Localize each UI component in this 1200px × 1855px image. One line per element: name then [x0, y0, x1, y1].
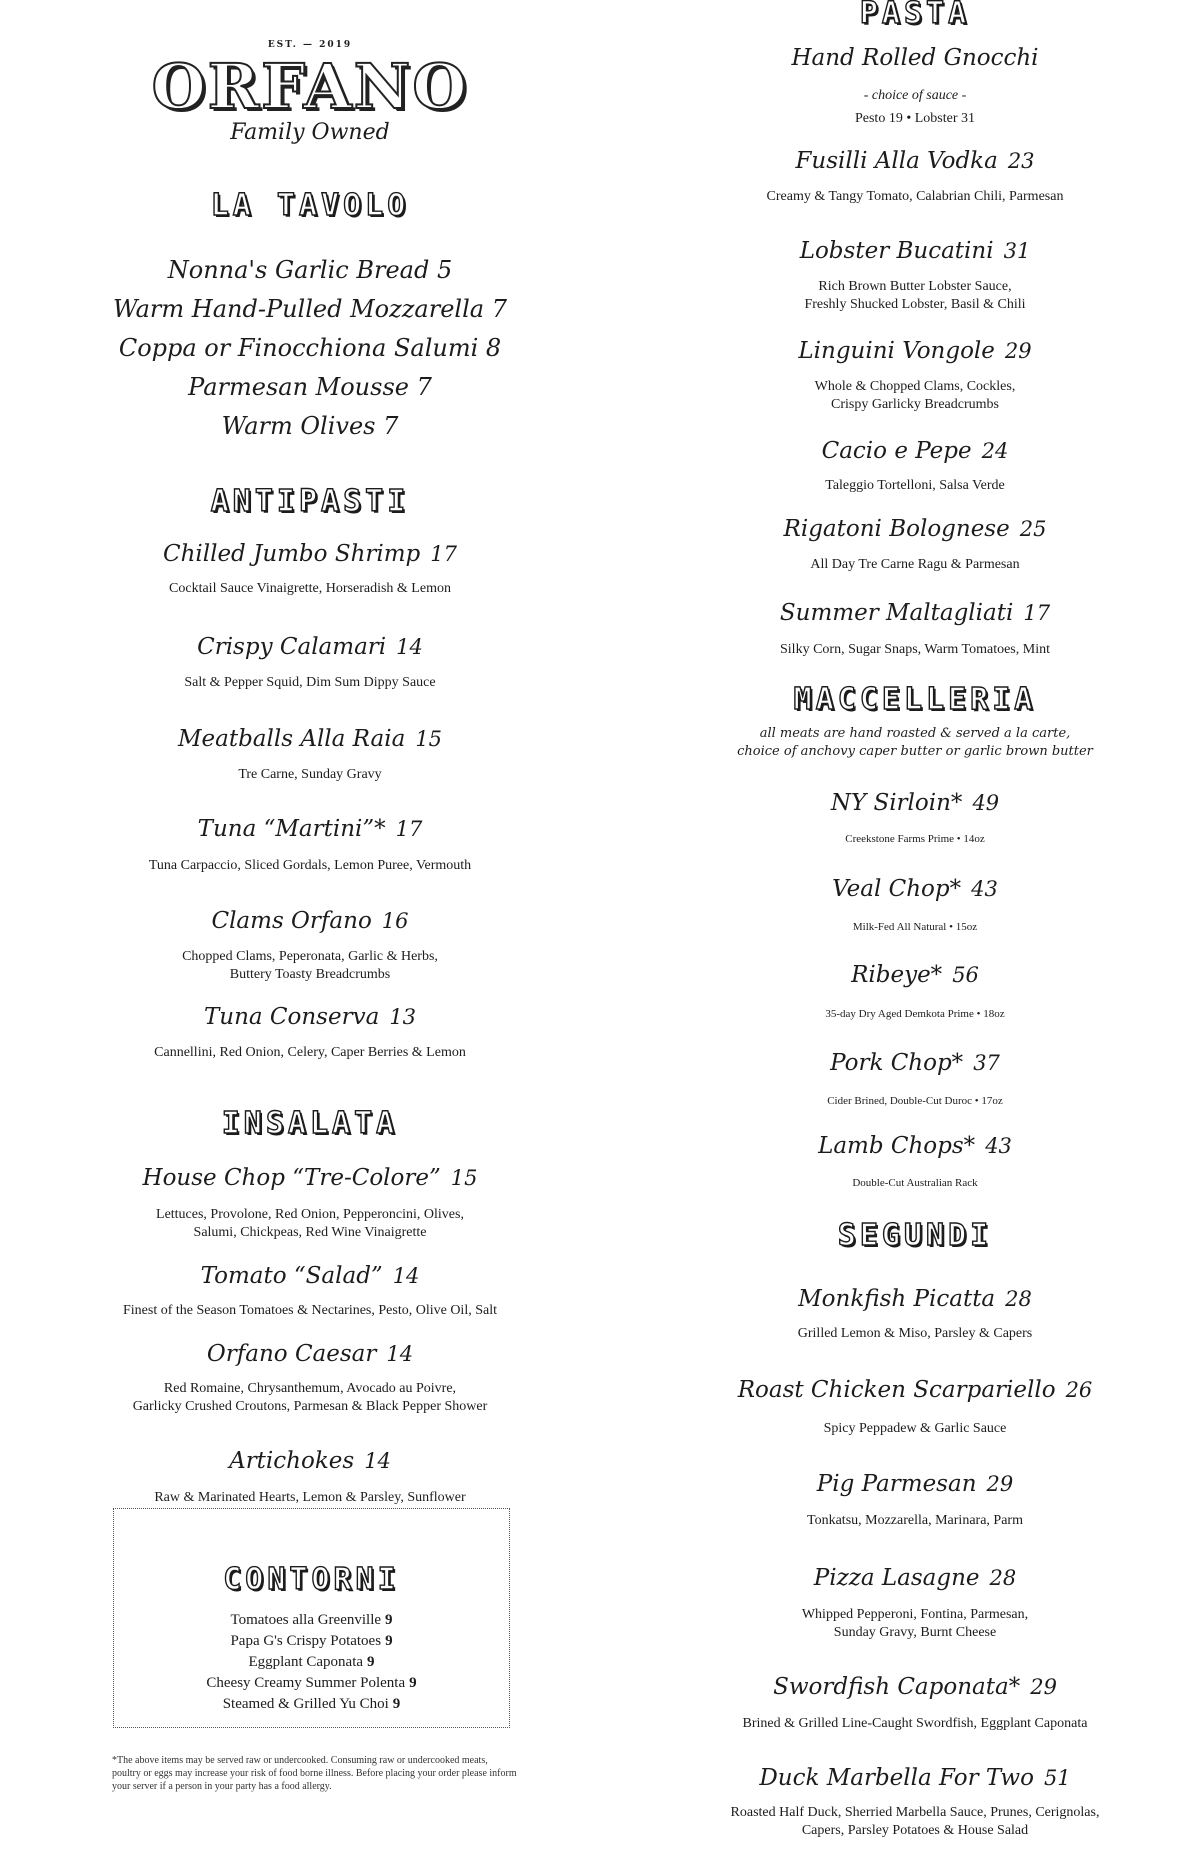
item-name: Cacio e Pepe: [821, 438, 972, 464]
item-name: Chilled Jumbo Shrimp: [162, 541, 421, 567]
restaurant-logo: [140, 40, 480, 170]
side-item: [113, 1633, 510, 1650]
item-name: House Chop “Tre-Colore”: [142, 1165, 441, 1191]
item-name: Pork Chop*: [830, 1050, 964, 1076]
section-pasta: PASTA: [859, 0, 971, 31]
section-segundi: SEGUNDI: [837, 1218, 993, 1253]
menu-item: Parmesan Mousse 7: [188, 373, 432, 401]
menu-item: [690, 790, 1140, 816]
sauce-options: Pesto 19 • Lobster 31: [854, 111, 975, 126]
item-description: Roasted Half Duck, Sherried Marbella Sauce, Prunes, Cerignolas,: [730, 1805, 1100, 1820]
item-name: Lobster Bucatini: [799, 238, 994, 264]
item-description: Whipped Pepperoni, Fontina, Parmesan,: [801, 1607, 1029, 1622]
item-description: Cannellini, Red Onion, Celery, Caper Berries & Lemon: [154, 1045, 466, 1060]
item-price: 51: [1043, 1766, 1071, 1790]
item-price: 17: [1023, 601, 1051, 625]
item-name: Swordfish Caponata*: [773, 1674, 1021, 1700]
item-price: 13: [389, 1005, 417, 1029]
item-price: 17: [430, 542, 458, 566]
item-description: 35-day Dry Aged Demkota Prime • 18oz: [825, 1008, 1005, 1020]
item-name: Tomatoes alla Greenville: [230, 1612, 382, 1628]
item-description: Buttery Toasty Breadcrumbs: [229, 967, 391, 982]
item-name: Roast Chicken Scarpariello: [737, 1377, 1056, 1403]
item-price: 23: [1007, 149, 1035, 173]
item-price: 9: [385, 1612, 393, 1628]
item-description: Cocktail Sauce Vinaigrette, Horseradish & Lemon: [169, 581, 451, 596]
item-description: Sunday Gravy, Burnt Cheese: [833, 1625, 997, 1640]
menu-item: [95, 816, 525, 842]
item-name: Steamed & Grilled Yu Choi: [222, 1696, 389, 1712]
item-description: All Day Tre Carne Ragu & Parmesan: [810, 557, 1020, 572]
menu-item: [690, 1471, 1140, 1497]
menu-item: [690, 1674, 1140, 1700]
item-name: Tuna Conserva: [203, 1004, 380, 1030]
menu-item: [95, 541, 525, 567]
item-description: Freshly Shucked Lobster, Basil & Chili: [804, 297, 1026, 312]
item-description: Grilled Lemon & Miso, Parsley & Capers: [797, 1326, 1033, 1341]
item-price: 29: [1004, 339, 1032, 363]
menu-item: [690, 876, 1140, 902]
menu-item: [690, 1565, 1140, 1591]
item-description: Whole & Chopped Clams, Cockles,: [814, 379, 1016, 394]
item-price: 29: [1030, 1675, 1057, 1699]
macelleria-note: [690, 725, 1140, 760]
item-name: Meatballs Alla Raia: [177, 726, 406, 752]
item-price: 49: [972, 791, 1000, 815]
item-name: Tuna “Martini”*: [197, 816, 386, 842]
menu-item: [690, 45, 1140, 71]
item-description: Salumi, Chickpeas, Red Wine Vinaigrette: [193, 1225, 427, 1240]
item-name: Duck Marbella For Two: [759, 1765, 1034, 1791]
menu-item: [690, 438, 1140, 464]
item-description: Red Romaine, Chrysanthemum, Avocado au Poivre,: [163, 1381, 457, 1396]
item-name: Fusilli Alla Vodka: [795, 148, 998, 174]
item-name: Artichokes: [229, 1448, 355, 1474]
menu-item: Warm Olives 7: [221, 412, 399, 440]
item-name: Orfano Caesar: [206, 1341, 377, 1367]
menu-item: [95, 634, 525, 660]
item-price: 15: [450, 1166, 478, 1190]
menu-item: [690, 1133, 1140, 1159]
item-name: NY Sirloin*: [830, 790, 963, 816]
item-description: Tuna Carpaccio, Sliced Gordals, Lemon Puree, Vermouth: [148, 858, 472, 873]
item-name: Tomato “Salad”: [200, 1263, 383, 1289]
menu-item: [690, 148, 1140, 174]
item-description: Silky Corn, Sugar Snaps, Warm Tomatoes, Mint: [780, 642, 1050, 657]
item-description: Tonkatsu, Mozzarella, Marinara, Parm: [807, 1513, 1023, 1528]
item-price: 28: [989, 1566, 1017, 1590]
item-description: Double-Cut Australian Rack: [852, 1177, 978, 1189]
item-price: 9: [392, 1696, 401, 1712]
menu-item: [95, 1263, 525, 1289]
item-name: Lamb Chops*: [818, 1133, 976, 1159]
menu-item: Warm Hand-Pulled Mozzarella 7: [113, 295, 507, 323]
section-macelleria: MACCELLERIA: [793, 682, 1037, 717]
item-name: Pig Parmesan: [816, 1471, 977, 1497]
item-name: Crispy Calamari: [197, 634, 387, 660]
item-description: Raw & Marinated Hearts, Lemon & Parsley, Sunflower: [154, 1490, 466, 1505]
item-price: 25: [1019, 517, 1047, 541]
menu-item: [690, 1286, 1140, 1312]
side-item: [113, 1675, 510, 1692]
item-description: Cider Brined, Double-Cut Duroc • 17oz: [827, 1095, 1003, 1107]
menu-item: Coppa or Finocchiona Salumi 8: [118, 334, 502, 362]
item-price: 17: [395, 817, 423, 841]
menu-item: [690, 600, 1140, 626]
item-price: 43: [971, 877, 998, 901]
sauce-note: - choice of sauce -: [863, 88, 967, 103]
item-description: Brined & Grilled Line-Caught Swordfish, Eggplant Caponata: [742, 1716, 1088, 1731]
item-description: Finest of the Season Tomatoes & Nectarines, Pesto, Olive Oil, Salt: [123, 1303, 497, 1318]
item-price: 37: [973, 1051, 1000, 1075]
section-contorni: CONTORNI: [223, 1562, 400, 1597]
section-insalata: INSALATA: [221, 1106, 399, 1141]
item-description: Tre Carne, Sunday Gravy: [238, 767, 382, 782]
menu-item: [690, 516, 1140, 542]
item-price: 56: [952, 963, 979, 987]
item-name: Linguini Vongole: [798, 338, 995, 364]
item-price: 14: [392, 1264, 420, 1288]
item-name: Veal Chop*: [832, 876, 962, 902]
item-description: Taleggio Tortelloni, Salsa Verde: [825, 478, 1005, 493]
item-name: Cheesy Creamy Summer Polenta: [206, 1675, 406, 1691]
item-name: Pizza Lasagne: [813, 1565, 980, 1591]
item-description: Creamy & Tangy Tomato, Calabrian Chili, Parmesan: [766, 189, 1064, 204]
note-line: all meats are hand roasted & served a la carte,: [759, 726, 1071, 741]
item-name: Summer Maltagliati: [779, 600, 1014, 626]
item-price: 9: [367, 1654, 375, 1670]
item-price: 29: [986, 1472, 1014, 1496]
item-price: 15: [415, 727, 443, 751]
menu-item: [95, 1004, 525, 1030]
item-price: 14: [364, 1449, 391, 1473]
logo-name: ORFANO: [151, 50, 469, 123]
item-name: Monkfish Picatta: [798, 1286, 996, 1312]
menu-item: [690, 338, 1140, 364]
item-description: Spicy Peppadew & Garlic Sauce: [823, 1421, 1007, 1436]
item-price: 28: [1005, 1287, 1032, 1311]
item-description: Crispy Garlicky Breadcrumbs: [831, 397, 999, 412]
side-item: [113, 1654, 510, 1671]
item-price: 9: [409, 1675, 417, 1691]
menu-item: [95, 1448, 525, 1474]
allergy-footnote: *The above items may be served raw or undercooked. Consuming raw or undercooked meats, poultry or eggs may increase your risk of food borne illness. Before placing your order please inform your server if a person in your party has a food allergy.: [112, 1755, 517, 1792]
item-price: 24: [981, 439, 1009, 463]
item-description: Rich Brown Butter Lobster Sauce,: [818, 279, 1012, 294]
item-name: Eggplant Caponata: [248, 1654, 364, 1670]
logo-est: EST. — 2019: [267, 40, 353, 50]
item-price: 16: [381, 909, 409, 933]
menu-item: [690, 238, 1140, 264]
item-description: Milk-Fed All Natural • 15oz: [852, 921, 978, 933]
menu-item: [95, 1341, 525, 1367]
item-name: Hand Rolled Gnocchi: [791, 45, 1039, 71]
menu-item: Nonna's Garlic Bread 5: [167, 256, 453, 284]
item-name: Rigatoni Bolognese: [783, 516, 1010, 542]
item-price: 14: [386, 1342, 414, 1366]
section-antipasti: ANTIPASTI: [210, 484, 410, 519]
menu-item: [690, 962, 1140, 988]
side-item: [113, 1612, 510, 1629]
menu-item: [690, 1050, 1140, 1076]
side-item: [113, 1696, 510, 1713]
logo-tagline: Family Owned: [230, 120, 390, 145]
menu-item: [690, 1765, 1140, 1791]
item-price: 14: [396, 635, 423, 659]
item-description: Lettuces, Provolone, Red Onion, Pepperoncini, Olives,: [156, 1207, 464, 1222]
item-price: 9: [385, 1633, 393, 1649]
item-price: 43: [985, 1134, 1012, 1158]
item-description: Capers, Parsley Potatoes & House Salad: [801, 1823, 1029, 1838]
item-description: Salt & Pepper Squid, Dim Sum Dippy Sauce: [184, 675, 436, 690]
menu-item: [95, 908, 525, 934]
item-price: 26: [1065, 1378, 1093, 1402]
item-description: Chopped Clams, Peperonata, Garlic & Herbs,: [182, 949, 438, 964]
item-price: 31: [1003, 239, 1031, 263]
item-name: Clams Orfano: [211, 908, 372, 934]
item-name: Papa G's Crispy Potatoes: [230, 1633, 382, 1649]
item-description: Garlicky Crushed Croutons, Parmesan & Black Pepper Shower: [132, 1399, 488, 1414]
menu-item: [690, 1377, 1140, 1403]
item-name: Ribeye*: [851, 962, 943, 988]
note-line: choice of anchovy caper butter or garlic brown butter: [737, 743, 1093, 759]
section-la-tavolo: LA TAVOLO: [210, 188, 410, 223]
item-description: Creekstone Farms Prime • 14oz: [845, 833, 985, 845]
menu-item: [95, 1165, 525, 1191]
menu-item: [95, 726, 525, 752]
